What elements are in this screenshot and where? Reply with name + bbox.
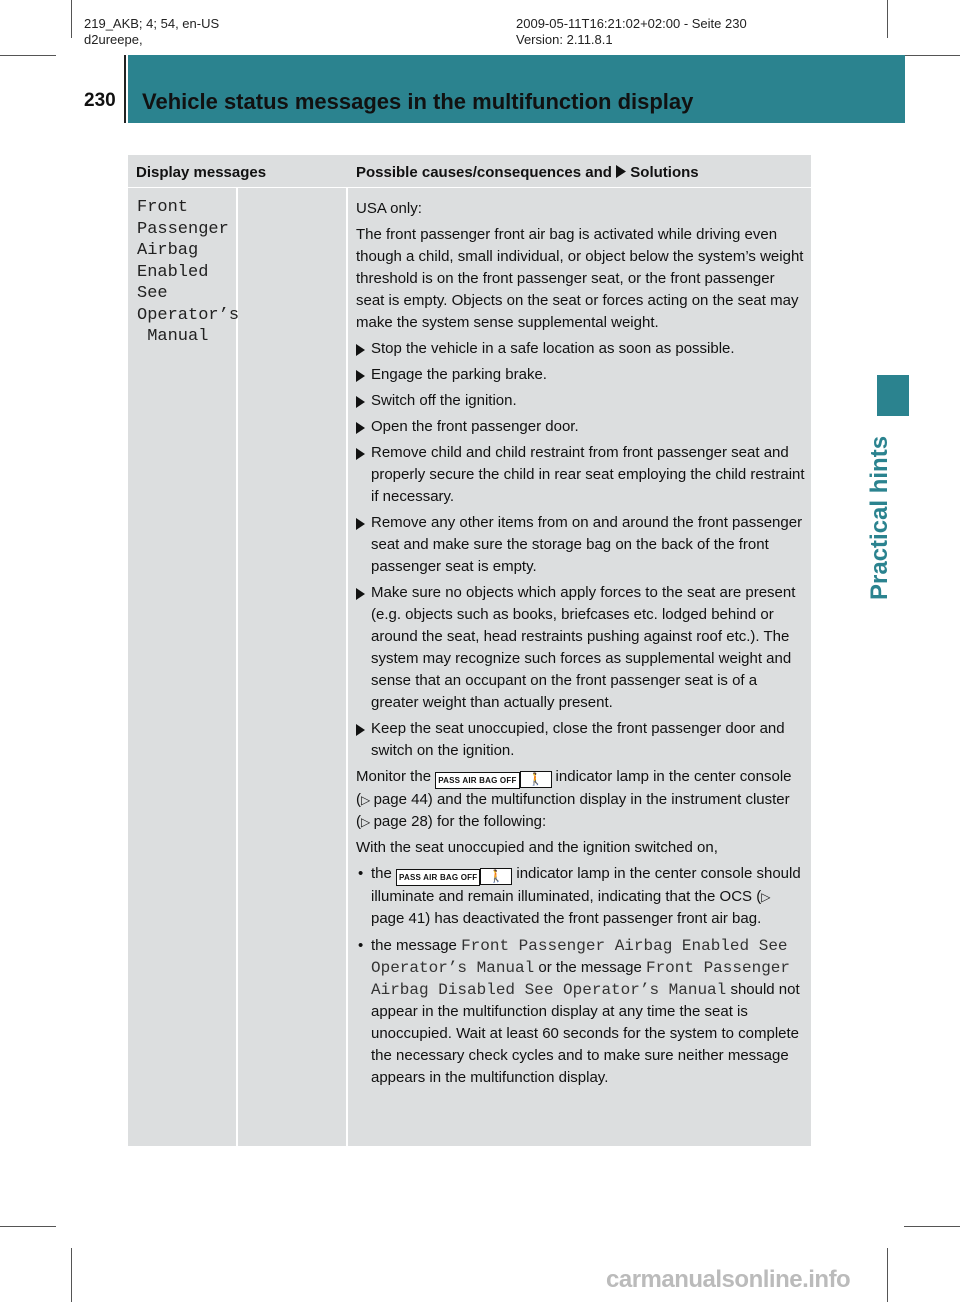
crop-mark [887,0,888,38]
column-header-display-messages: Display messages [136,164,267,181]
pass-air-bag-off-lamp-icon: PASS AIR BAG OFF [435,772,519,789]
bullet2-text-c: should not appear in the multifunction display at any time the seat is unoccupied. Wait at least 60 seconds for the system to complete the necessary check cycles and to make sure neither message appears in the multifunction display. [371,981,800,1086]
bullet-item [356,863,807,930]
meta-right-line2: Version: 2.11.8.1 [516,32,613,47]
page-title: Vehicle status messages in the multifunction display [142,89,694,114]
crop-mark [0,55,56,56]
step-item [356,442,807,508]
bullet2-text-b: or the message [538,959,642,976]
section-tab-marker [877,375,909,416]
meta-left-line1: 219_AKB; 4; 54, en-US [84,16,220,31]
step-text: Remove any other items from on and around the front passenger seat and make sure the storage bag on the back of the front passenger seat is empty. [371,514,803,575]
messages-table [128,155,811,1146]
bullet2-text-a: the message [371,937,457,954]
step-item [356,416,807,438]
crop-mark [887,1248,888,1302]
step-text: Engage the parking brake. [371,366,547,383]
arrow-right-icon [356,344,365,356]
step-item [356,582,807,714]
arrow-right-icon [356,518,365,530]
bullet-item [356,935,807,1089]
arrow-right-icon [356,448,365,460]
crop-mark [904,55,960,56]
monitor-text-a: Monitor the [356,768,432,785]
page-ref-arrow-icon: ▷ [361,815,374,829]
step-item [356,364,807,386]
meta-right-line1: 2009-05-11T16:21:02+02:00 - Seite 230 [516,16,747,31]
column-header-solutions-a: Possible causes/consequences and [356,164,612,181]
solutions-body [356,198,807,1094]
column-header-solutions [356,164,699,181]
crop-mark [904,1226,960,1227]
with-seat-paragraph: With the seat unoccupied and the ignition switched on, [356,839,718,856]
arrow-right-icon [356,422,365,434]
monitor-text-d: page 28) for the following: [373,813,547,830]
monitor-paragraph [356,766,807,833]
bullet1-text-c: page 41) has deactivated the front passenger front air bag. [371,910,762,927]
usa-only-label: USA only: [356,200,422,217]
page-ref-arrow-icon: ▷ [361,793,374,807]
arrow-right-icon [356,370,365,382]
bullet1-text-a: the [371,865,392,882]
meta-left-line2: d2ureepe, [84,32,143,47]
bullet1-text-b: indicator lamp in the center console should illuminate and remain illuminated, indicating that the OCS ( [371,865,801,905]
step-item [356,718,807,762]
step-text: Remove child and child restraint from front passenger seat and properly secure the child in rear seat employing the child restraint if necessary. [371,444,805,505]
page-ref-arrow-icon: ▷ [761,890,771,904]
display-message-code: Front Passenger Airbag Enabled See Operator’s Manual [371,937,788,977]
print-metadata-right [516,16,747,48]
step-item [356,338,807,360]
arrow-right-icon [356,588,365,600]
bullet-dot-icon: • [358,865,364,882]
table-header [128,155,811,187]
step-text: Keep the seat unoccupied, close the front passenger door and switch on the ignition. [371,720,785,759]
step-text: Switch off the ignition. [371,392,517,409]
step-text: Make sure no objects which apply forces to the seat are present (e.g. objects such as books, briefcases etc. lodged behind or around the seat, head restraints pushing against roof etc.). The system may recognize such forces as supplemental weight and sense that an occupant on the front passenger seat is of a greater weight than actually present. [371,584,796,711]
page-number: 230 [84,90,116,111]
step-text: Open the front passenger door. [371,418,579,435]
section-label-text: Practical hints [866,435,893,600]
column-header-solutions-b: Solutions [630,164,699,181]
arrow-right-icon [356,724,365,736]
step-text: Stop the vehicle in a safe location as soon as possible. [371,340,735,357]
crop-mark [0,1226,56,1227]
crop-mark [71,0,72,38]
header-divider [124,55,126,123]
crop-mark [71,1248,72,1302]
watermark: carmanualsonline.info [606,1266,851,1293]
seat-occupant-icon: 🚶 [520,771,552,788]
print-metadata-left [84,16,219,48]
monitor-text-c: page 44) and the multifunction display in the instrument cluster ( [356,791,790,830]
step-item [356,512,807,578]
pass-air-bag-off-lamp-icon: PASS AIR BAG OFF [396,869,480,886]
arrow-right-icon [616,165,626,178]
bullet-dot-icon: • [358,937,364,954]
display-message-text: Front Passenger Airbag Enabled See Operator’s Manual [137,198,240,346]
step-item [356,390,807,412]
table-cell-spacer [238,188,346,1146]
monitor-text-b: indicator lamp in the center console ( [356,768,792,808]
intro-paragraph: The front passenger front air bag is activated while driving even though a child, small individual, or object below the system’s weight threshold is on the front passenger seat, or the front passenger seat is empty. Objects on the seat or forces acting on the seat may make the system sense supplemental weight. [356,226,804,331]
display-message-code: Front Passenger Airbag Disabled See Operator’s Manual [371,959,790,999]
arrow-right-icon [356,396,365,408]
seat-occupant-icon: 🚶 [480,868,512,885]
